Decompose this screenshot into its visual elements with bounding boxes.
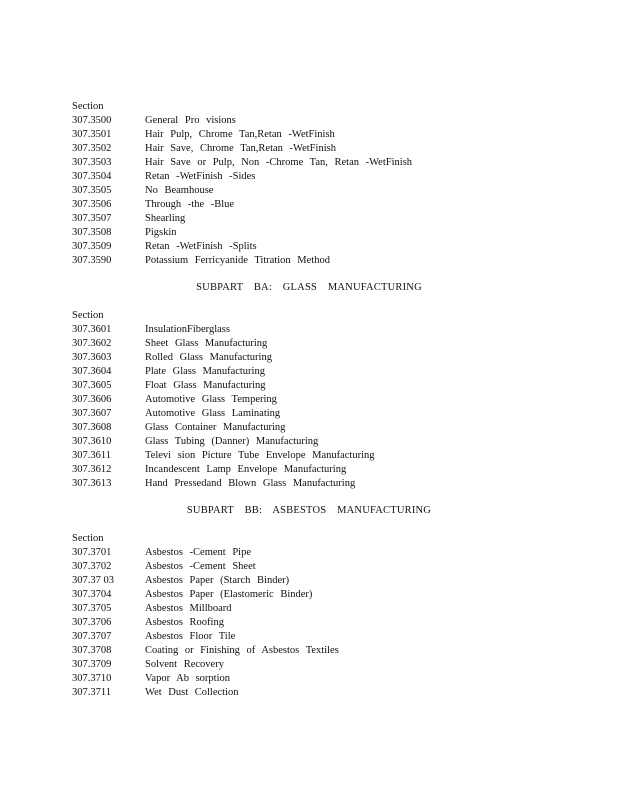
section-title: Hair Pulp, Chrome Tan,Retan -WetFinish (145, 129, 335, 140)
section-title: General Pro visions (145, 115, 236, 126)
section-column-label: Section (72, 533, 104, 544)
section-number: 307.3504 (72, 171, 112, 182)
section-number: 307.3706 (72, 617, 112, 628)
section-number: 307.3613 (72, 478, 112, 489)
section-number: 307.3590 (72, 255, 112, 266)
section-number: 307.3702 (72, 561, 112, 572)
section-number: 307.3506 (72, 199, 112, 210)
section-number: 307.3601 (72, 324, 112, 335)
section-header-row (72, 309, 492, 323)
section-number: 307.3605 (72, 380, 112, 391)
section-title: Televi sion Picture Tube Envelope Manufacturing (145, 450, 375, 461)
section-title: Coating or Finishing of Asbestos Textiles (145, 645, 339, 656)
section-title: Automotive Glass Tempering (145, 394, 277, 405)
section-column-label: Section (72, 310, 104, 321)
section-number: 307.3608 (72, 422, 112, 433)
section-number: 307.3610 (72, 436, 112, 447)
list-item (72, 407, 492, 421)
section-title: Asbestos Floor Tile (145, 631, 236, 642)
section-title: Automotive Glass Laminating (145, 408, 281, 419)
section-title: Sheet Glass Manufacturing (145, 338, 268, 349)
list-item (72, 170, 492, 184)
list-item (72, 658, 492, 672)
section-block-leather (72, 100, 492, 268)
section-title: Solvent Recovery (145, 659, 224, 670)
list-item (72, 602, 492, 616)
section-title: Asbestos -Cement Sheet (145, 561, 256, 572)
section-title: Glass Container Manufacturing (145, 422, 286, 433)
list-item (72, 435, 492, 449)
section-title: Retan -WetFinish -Splits (145, 241, 257, 252)
section-title: Asbestos Paper (Starch Binder) (145, 575, 290, 586)
section-title: Asbestos Paper (Elastomeric Binder) (145, 589, 313, 600)
section-title: Incandescent Lamp Envelope Manufacturing (145, 464, 347, 475)
section-number: 307.3705 (72, 603, 112, 614)
list-item (72, 351, 492, 365)
section-header-row (72, 532, 492, 546)
section-number: 307.3501 (72, 129, 112, 140)
section-number: 307.3509 (72, 241, 112, 252)
list-item (72, 156, 492, 170)
section-block-asbestos (72, 532, 492, 700)
section-title: Asbestos Roofing (145, 617, 224, 628)
section-number: 307.3603 (72, 352, 112, 363)
section-title: Plate Glass Manufacturing (145, 366, 265, 377)
list-item (72, 142, 492, 156)
list-item (72, 212, 492, 226)
section-number: 307.3502 (72, 143, 112, 154)
list-item (72, 477, 492, 491)
section-title: Asbestos Millboard (145, 603, 232, 614)
section-number: 307.3604 (72, 366, 112, 377)
list-item (72, 198, 492, 212)
list-item (72, 449, 492, 463)
subpart-heading-asbestos: SUBPART BB: ASBESTOS MANUFACTURING (186, 505, 432, 516)
subpart-heading-glass: SUBPART BA: GLASS MANUFACTURING (196, 282, 422, 293)
section-title: Asbestos -Cement Pipe (145, 547, 251, 558)
list-item (72, 128, 492, 142)
section-number: 307.3508 (72, 227, 112, 238)
section-title: Wet Dust Collection (145, 687, 239, 698)
section-title: Float Glass Manufacturing (145, 380, 266, 391)
section-title: InsulationFiberglass (145, 324, 230, 335)
list-item (72, 240, 492, 254)
list-item (72, 672, 492, 686)
section-header-row (72, 100, 492, 114)
list-item (72, 379, 492, 393)
list-item (72, 560, 492, 574)
list-item (72, 463, 492, 477)
section-number: 307.3606 (72, 394, 112, 405)
section-number: 307.3607 (72, 408, 112, 419)
list-item (72, 616, 492, 630)
list-item (72, 574, 492, 588)
list-item (72, 323, 492, 337)
section-title: Through -the -Blue (145, 199, 235, 210)
list-item (72, 421, 492, 435)
section-number: 307.3704 (72, 589, 112, 600)
section-block-glass (72, 309, 492, 491)
section-title: Pigskin (145, 227, 177, 238)
section-number: 307.37 03 (72, 575, 114, 586)
section-title: Hair Save, Chrome Tan,Retan -WetFinish (145, 143, 336, 154)
section-number: 307.3503 (72, 157, 112, 168)
list-item (72, 686, 492, 700)
list-item (72, 644, 492, 658)
section-number: 307.3602 (72, 338, 112, 349)
list-item (72, 393, 492, 407)
section-title: Rolled Glass Manufacturing (145, 352, 272, 363)
section-number: 307.3707 (72, 631, 112, 642)
section-number: 307.3505 (72, 185, 112, 196)
list-item (72, 226, 492, 240)
section-number: 307.3710 (72, 673, 112, 684)
section-title: Glass Tubing (Danner) Manufacturing (145, 436, 319, 447)
section-number: 307.3507 (72, 213, 112, 224)
section-title: No Beamhouse (145, 185, 214, 196)
list-item (72, 546, 492, 560)
list-item (72, 588, 492, 602)
section-title: Hair Save or Pulp, Non -Chrome Tan, Retan -WetFinish (145, 157, 413, 168)
section-title: Potassium Ferricyanide Titration Method (145, 255, 330, 266)
list-item (72, 254, 492, 268)
section-number: 307.3711 (72, 687, 111, 698)
section-number: 307.3612 (72, 464, 112, 475)
section-title: Shearling (145, 213, 186, 224)
list-item (72, 630, 492, 644)
section-title: Vapor Ab sorption (145, 673, 230, 684)
section-number: 307.3701 (72, 547, 112, 558)
section-number: 307.3611 (72, 450, 111, 461)
section-title: Hand Pressedand Blown Glass Manufacturing (145, 478, 356, 489)
list-item (72, 184, 492, 198)
section-number: 307.3709 (72, 659, 112, 670)
section-column-label: Section (72, 101, 104, 112)
section-title: Retan -WetFinish -Sides (145, 171, 256, 182)
section-number: 307.3500 (72, 115, 112, 126)
section-number: 307.3708 (72, 645, 112, 656)
list-item (72, 365, 492, 379)
list-item (72, 337, 492, 351)
list-item (72, 114, 492, 128)
